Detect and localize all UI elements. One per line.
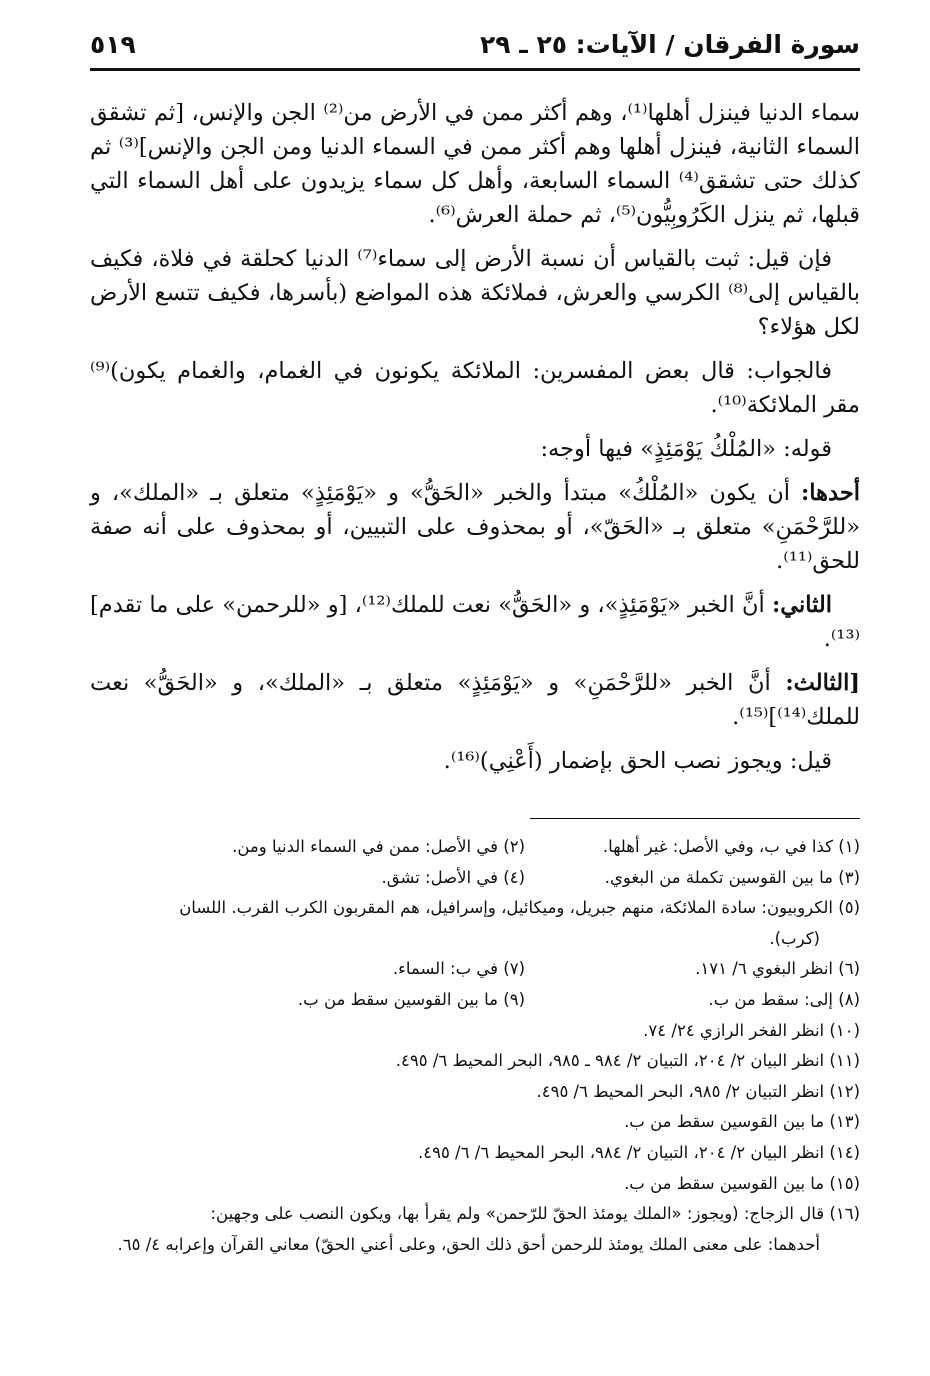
paragraph: فالجواب: قال بعض المفسرين: الملائكة يكونون في الغمام، والغمام يكون)⁽⁹⁾ مقر الملائكة⁽¹⁰⁾. — [90, 358, 860, 418]
paragraph: قوله: «المُلْكُ يَوْمَئِذٍ» فيها أوجه: — [540, 436, 832, 462]
page-number: ٥١٩ — [90, 30, 136, 59]
footnote: (٣) ما بين القوسين تكملة من البغوي. — [604, 867, 860, 887]
point-text: أنَّ الخبر «يَوْمَئِذٍ»، و «الحَقُّ» نعت للملك⁽¹²⁾، [و «للرحمن» على ما تقدم]⁽¹³⁾. — [90, 592, 860, 652]
footnote: (١٠) انظر الفخر الرازي ٢٤/ ٧٤. — [643, 1020, 860, 1040]
paragraph — [90, 476, 860, 578]
paragraph: سماء الدنيا فينزل أهلها⁽¹⁾، وهم أكثر ممن في الأرض من⁽²⁾ الجن والإنس، [ثم تشقق السماء الثانية، فينزل أهلها وهم أكثر ممن في السماء الدنيا ومن الجن والإنس]⁽³⁾ ثم كذلك حتى تشقق⁽⁴⁾ السماء السابعة، وأهل كل سماء يزيدون على أهل السماء التي قبلها، ثم ينزل الكَرُوبِيُّون⁽⁵⁾، ثم حملة العرش⁽⁶⁾. — [90, 100, 861, 228]
footnote-row — [90, 985, 860, 1016]
footnote: (٦) انظر البغوي ٦/ ١٧١. — [695, 959, 860, 979]
footnote: (١٤) انظر البيان ٢/ ٢٠٤، التبيان ٢/ ٩٨٤، البحر المحيط ٦/ ٦/ ٤٩٥. — [417, 1142, 860, 1162]
footnote: (١٦) قال الزجاج: (ويجوز: «الملك يومئذ الحقّ للرّحمن» ولم يقرأ بها، ويكون النصب على وجهين: — [210, 1204, 860, 1224]
footnote: (٩) ما بين القوسين سقط من ب. — [297, 989, 525, 1009]
footnote: (١٣) ما بين القوسين سقط من ب. — [624, 1112, 860, 1132]
footnote-row — [90, 832, 860, 863]
footnotes — [90, 832, 860, 1260]
paragraph: قيل: ويجوز نصب الحق بإضمار (أَعْنِي)⁽¹⁶⁾. — [443, 748, 832, 774]
footnote: (١٢) انظر التبيان ٢/ ٩٨٥، البحر المحيط ٦/ ٤٩٥. — [536, 1081, 860, 1101]
footnote-row — [90, 954, 860, 985]
point-label: الثاني: — [771, 592, 833, 618]
footnote-continuation: (كرب). — [769, 928, 820, 948]
main-text — [90, 96, 860, 788]
paragraph: فإن قيل: ثبت بالقياس أن نسبة الأرض إلى سماء⁽⁷⁾ الدنيا كحلقة في فلاة، فكيف بالقياس إلى⁽⁸⁾ الكرسي والعرش، فملائكة هذه المواضع (بأسرها، فكيف تتسع الأرض لكل هؤلاء؟ — [90, 246, 861, 340]
footnote: (٢) في الأصل: ممن في السماء الدنيا ومن. — [232, 837, 525, 856]
footnote: (١) كذا في ب، وفي الأصل: غير أهلها. — [602, 837, 860, 856]
point-text: أنَّ الخبر «للرَّحْمَنِ» و «يَوْمَئِذٍ» متعلق بـ «الملك»، و «الحَقُّ» نعت للملك⁽¹⁴⁾]⁽¹⁵⁾. — [90, 670, 860, 730]
point-label: أحدها: — [801, 480, 860, 506]
point-label: [الثالث: — [785, 670, 860, 696]
paragraph — [90, 588, 860, 656]
header-title: سورة الفرقان / الآيات: ٢٥ ـ ٢٩ — [479, 30, 860, 59]
footnote: (٥) الكروبيون: سادة الملائكة، منهم جبريل، وميكائيل، وإسرافيل، هم المقربون الكرب القرب. اللسان — [179, 898, 860, 918]
footnote-continuation: أحدهما: على معنى الملك يومئذ للرحمن أحق ذلك الحق، وعلى أعني الحقّ) معاني القرآن وإعرابه ٤/ ٦٥. — [117, 1234, 820, 1254]
point-text: أن يكون «المُلْكُ» مبتدأ والخبر «الحَقُّ» و «يَوْمَئِذٍ» متعلق بـ «الملك»، و «للرَّحْمَنِ» متعلق بـ «الحَقّ»، أو بمحذوف على التبيين، أو بمحذوف على أنه صفة للحق⁽¹¹⁾. — [90, 480, 860, 574]
footnote: (١٥) ما بين القوسين سقط من ب. — [624, 1173, 860, 1193]
paragraph — [90, 666, 860, 734]
page-header — [90, 26, 860, 70]
footnote: (٤) في الأصل: تشق. — [381, 867, 525, 887]
footnote: (٨) إلى: سقط من ب. — [708, 989, 860, 1009]
footnote: (٧) في ب: السماء. — [392, 959, 525, 979]
footnote: (١١) انظر البيان ٢/ ٢٠٤، التبيان ٢/ ٩٨٤ ـ ٩٨٥، البحر المحيط ٦/ ٤٩٥. — [395, 1051, 860, 1071]
footnote-row — [90, 863, 860, 894]
footnote-divider — [530, 818, 860, 819]
header-rule — [90, 68, 860, 71]
